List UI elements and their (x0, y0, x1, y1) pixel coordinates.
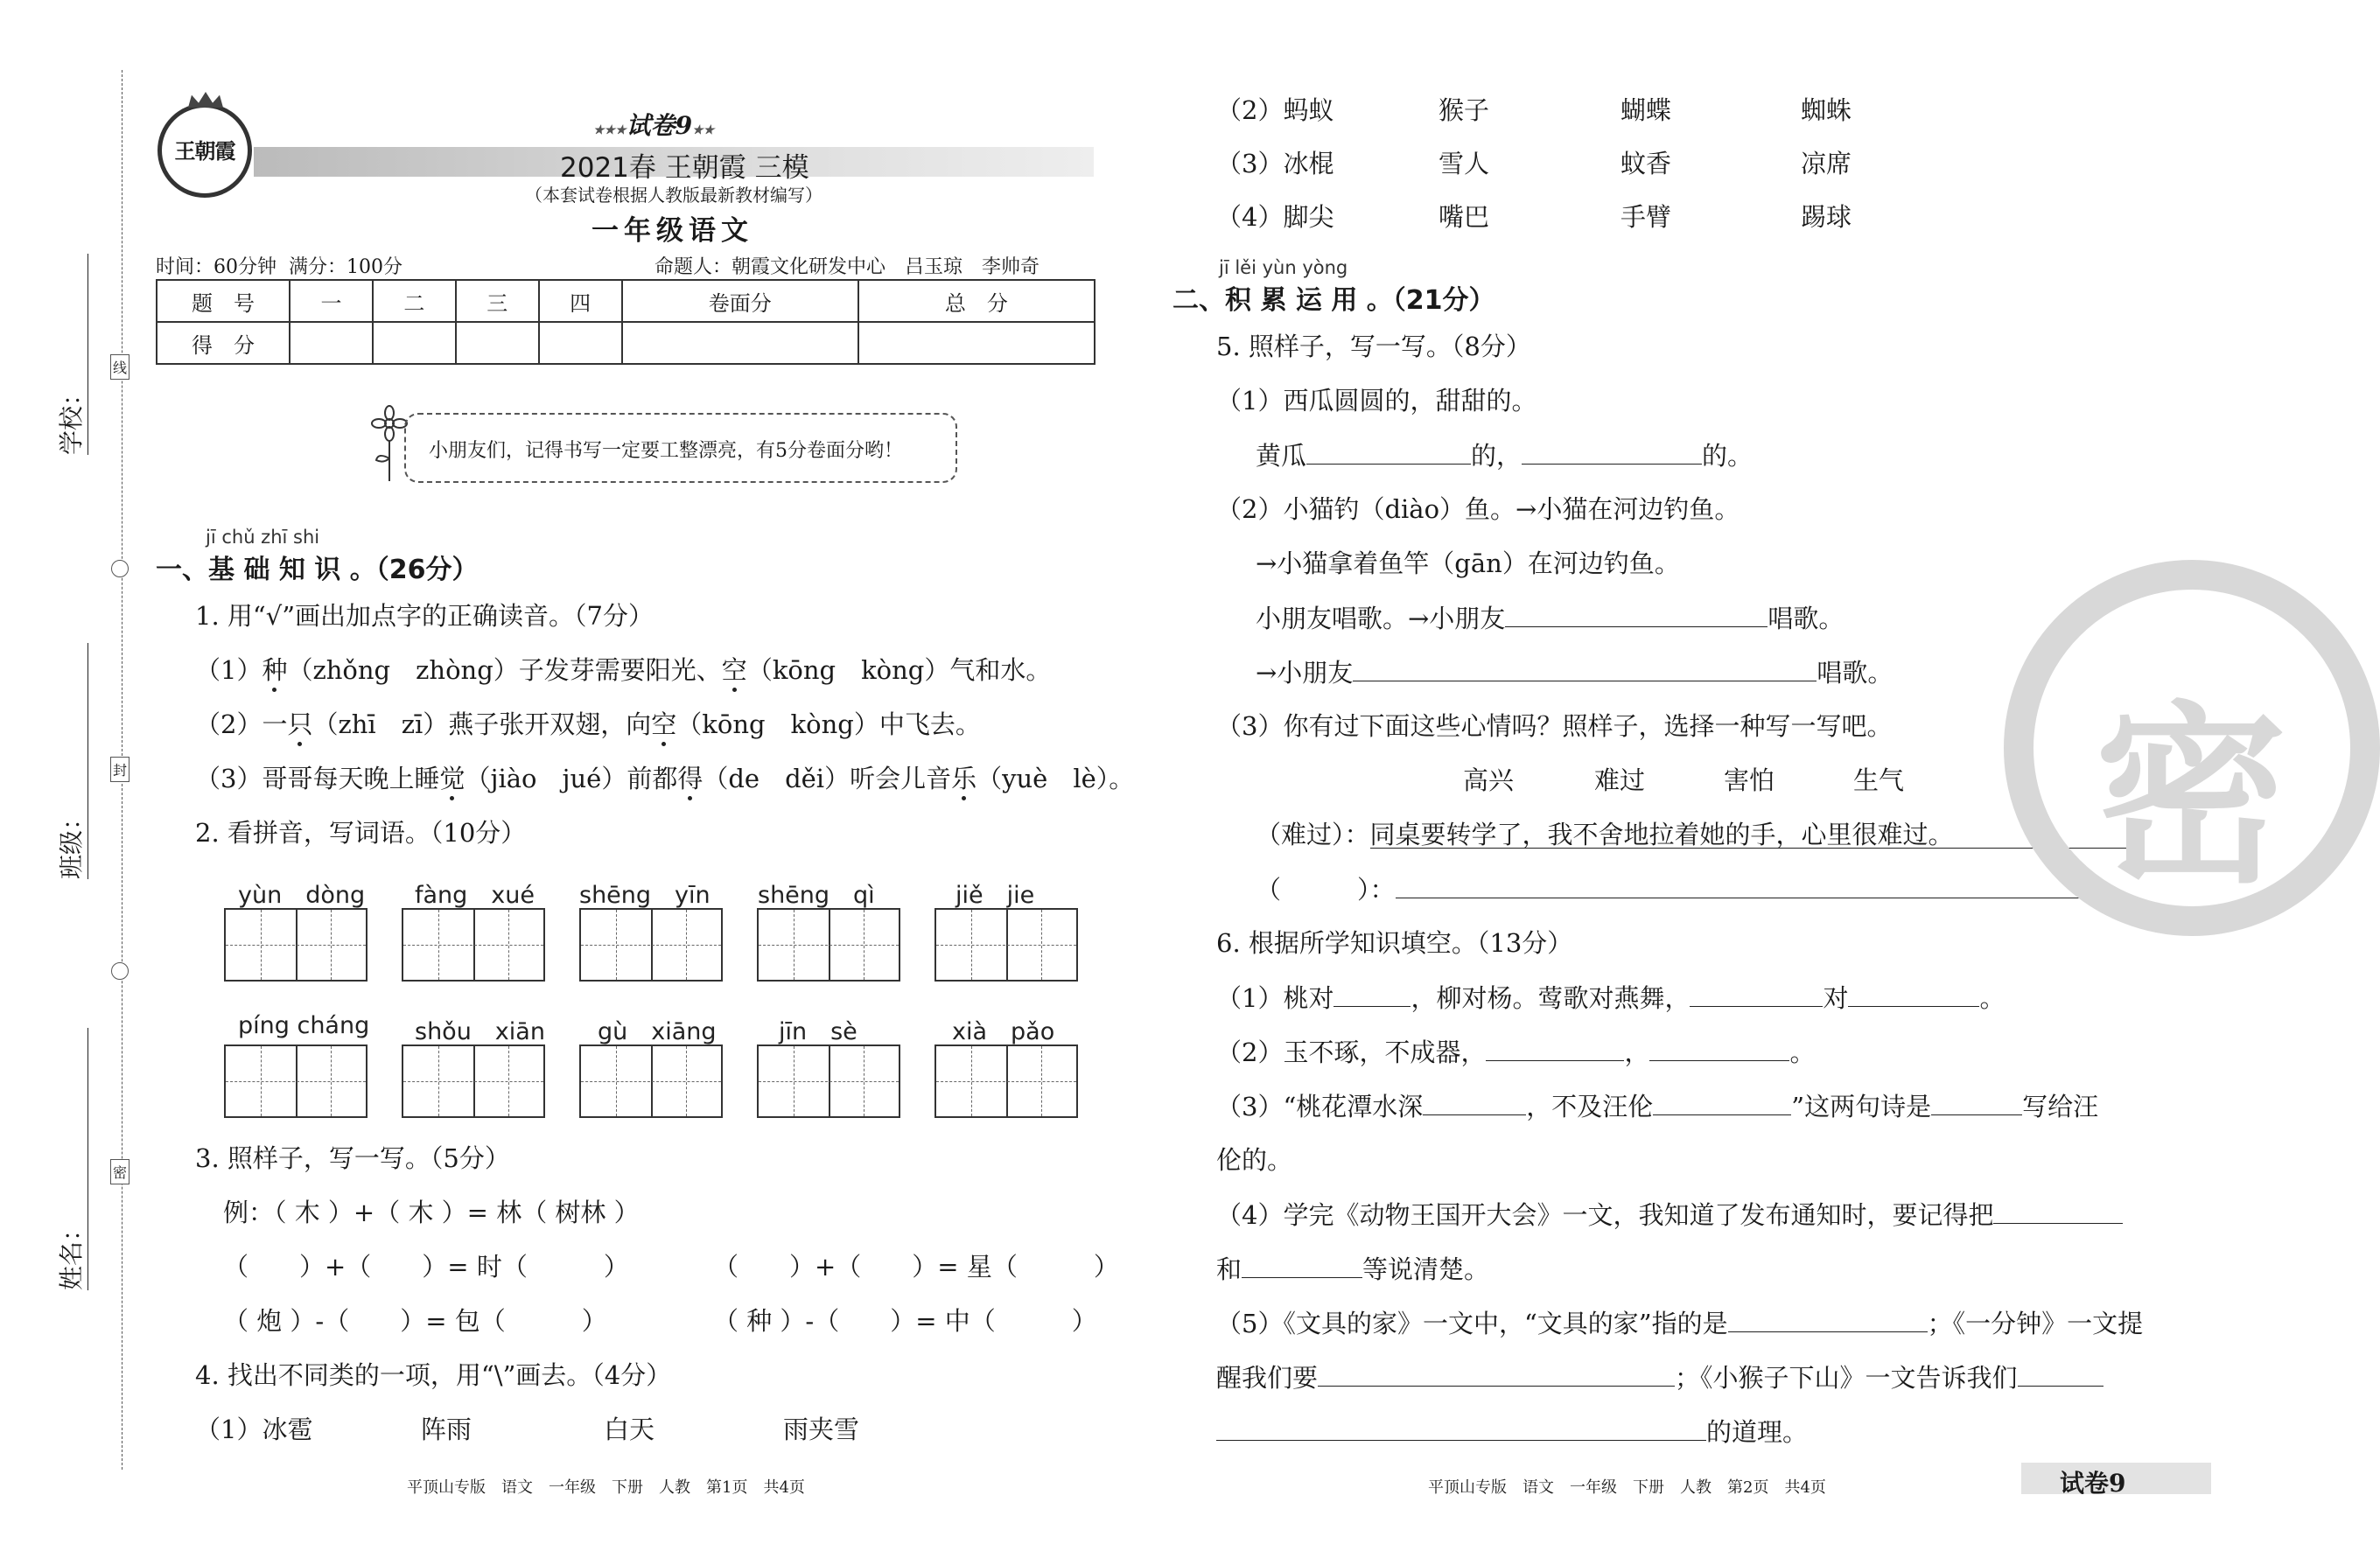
logo-badge (158, 103, 252, 198)
q5-mood: 生气 (1853, 765, 1905, 795)
class-label: 班级： (57, 805, 86, 879)
answer-blank[interactable] (1653, 1093, 1791, 1115)
q5-s2: （2）小猫钓（diào）鱼。→小猫在河边钓鱼。 (1216, 494, 1740, 524)
answer-blank[interactable] (1423, 1093, 1526, 1115)
answer-blank[interactable] (1728, 1310, 1928, 1332)
line-mark-xian: 线 (110, 354, 130, 380)
hole-icon (111, 962, 129, 980)
footer-left: 平顶山专版 语文 一年级 下册 人教 第1页 共4页 (407, 1478, 805, 1497)
score-cell: 题 号 (157, 280, 290, 322)
answer-blank[interactable] (2018, 1365, 2104, 1387)
writing-grid[interactable] (402, 1044, 545, 1118)
q3-example: 例：（ 木 ）+（ 木 ）= 林（ 树林 ） (223, 1198, 640, 1227)
answer-blank[interactable] (1649, 1039, 1789, 1061)
q1-stem: 1. 用“√”画出加点字的正确读音。（7分） (195, 601, 654, 631)
exam-full-score: 满分：100分 (289, 256, 402, 278)
score-cell: 四 (539, 280, 622, 322)
score-cell: 得 分 (157, 322, 290, 364)
score-input[interactable] (456, 322, 539, 364)
answer-blank[interactable] (1931, 1093, 2022, 1115)
score-table (156, 279, 1096, 365)
answer-blank[interactable] (1242, 1256, 1362, 1278)
q5-s2e: →小朋友 唱歌。 (1256, 658, 1894, 688)
line-mark-feng: 封 (110, 757, 130, 782)
exam-time: 时间：60分钟 (156, 256, 276, 278)
q4-item[interactable]: 手臂 (1620, 202, 1672, 232)
score-input[interactable] (290, 322, 373, 364)
notice-text: 小朋友们，记得书写一定要工整漂亮，有5分卷面分哟！ (429, 440, 903, 462)
score-input[interactable] (858, 322, 1095, 364)
section1-pinyin: jī chǔ zhī shi (206, 527, 320, 548)
section2-title: 二、积 累 运 用 。（21分） (1172, 285, 1495, 316)
score-cell: 总 分 (858, 280, 1095, 322)
writing-grid[interactable] (579, 1044, 723, 1118)
q4-item[interactable]: 阵雨 (421, 1415, 472, 1444)
q6-stem: 6. 根据所学知识填空。（13分） (1216, 928, 1573, 958)
q4-row3 (1216, 149, 1852, 178)
footer-right: 平顶山专版 语文 一年级 下册 人教 第2页 共4页 (1428, 1478, 1826, 1497)
writing-grid[interactable] (402, 908, 545, 982)
logo-text: 王朝霞 (174, 138, 235, 164)
q4-stem: 4. 找出不同类的一项，用“\”画去。（4分） (195, 1360, 672, 1390)
q4-item[interactable]: 嘴巴 (1438, 202, 1490, 232)
writing-grid[interactable] (579, 908, 723, 982)
q6-p1: （1）桃对 ，柳对杨。莺歌对燕舞， 对 。 (1216, 983, 2006, 1013)
answer-blank[interactable] (1486, 1039, 1624, 1061)
q4-item[interactable]: 猴子 (1438, 95, 1490, 125)
writing-grid[interactable] (934, 1044, 1078, 1118)
q3-line2b: （ 种 ）-（ ）= 中（ ） (713, 1306, 1097, 1336)
q2-pinyin: gù xiāng (598, 1018, 717, 1045)
q4-item[interactable]: （2）蚂蚁 (1216, 95, 1334, 125)
answer-blank[interactable] (1993, 1202, 2123, 1224)
q1-line1: （1）种（zhǒng zhòng）子发芽需要阳光、空（kōng kòng）气和水。 (195, 655, 1052, 685)
q6-p4b: 和 等说清楚。 (1216, 1254, 1490, 1284)
q2-stem: 2. 看拼音，写词语。（10分） (195, 818, 527, 848)
exam-title: 2021春 王朝霞 三模 (560, 152, 809, 184)
score-input[interactable] (539, 322, 622, 364)
hole-icon (111, 560, 129, 577)
q4-item[interactable]: 雪人 (1438, 149, 1490, 178)
answer-blank[interactable] (1505, 605, 1768, 627)
q4-item[interactable]: 蚊香 (1620, 149, 1672, 178)
q5-mood: 害怕 (1724, 765, 1775, 795)
q4-item[interactable]: 踢球 (1801, 202, 1852, 232)
score-cell: 卷面分 (622, 280, 858, 322)
writing-grid[interactable] (224, 908, 368, 982)
q5-s1-answer: 黄瓜 的， 的。 (1256, 441, 1754, 471)
paper-label: ★★★试卷9★★ (593, 111, 715, 140)
score-input[interactable] (373, 322, 456, 364)
q4-item[interactable]: （4）脚尖 (1216, 202, 1334, 232)
exam-subject: 一年级语文 (592, 215, 753, 247)
q6-p5c: 醒我们要 ；《小猴子下山》一文告诉我们 (1216, 1365, 2104, 1391)
q5-mood: 难过 (1594, 765, 1646, 795)
writing-grid[interactable] (224, 1044, 368, 1118)
q6-p5: （5）《文具的家》一文中，“文具的家”指的是 ；《一分钟》一文提 (1216, 1309, 2144, 1338)
section1-title: 一、基 础 知 识 。（26分） (156, 555, 479, 585)
q4-item[interactable]: 雨夹雪 (783, 1415, 860, 1444)
answer-blank[interactable] (1396, 877, 2139, 898)
q3-stem: 3. 照样子，写一写。（5分） (195, 1143, 510, 1173)
q4-item[interactable]: 凉席 (1801, 149, 1852, 178)
q4-item[interactable]: 蜘蛛 (1801, 95, 1852, 125)
q2-pinyin: yùn dòng (238, 882, 366, 909)
q2-pinyin: píng cháng (238, 1012, 370, 1039)
answer-blank[interactable] (1848, 985, 1979, 1007)
q4-item[interactable]: （1）冰雹 (195, 1415, 313, 1444)
q2-pinyin: shēng yīn (579, 882, 710, 909)
q5-s2b: →小猫拿着鱼竿（gān）在河边钓鱼。 (1256, 548, 1680, 578)
footer-tag: 试卷9 (2060, 1469, 2126, 1498)
q5-s3: （3）你有过下面这些心情吗？照样子，选择一种写一写吧。 (1216, 711, 1893, 741)
q6-p2: （2）玉不琢，不成器， ， 。 (1216, 1038, 1816, 1067)
q6-p3e: 伦的。 (1216, 1145, 1293, 1175)
answer-blank[interactable] (1334, 985, 1410, 1007)
school-label: 学校： (57, 381, 86, 455)
q6-p5e: 的道理。 (1216, 1419, 1808, 1445)
q2-pinyin: jīn sè (779, 1018, 858, 1045)
secret-stamp: 密 (2004, 560, 2380, 936)
answer-blank[interactable] (1522, 443, 1702, 465)
score-input[interactable] (622, 322, 858, 364)
score-cell: 三 (456, 280, 539, 322)
line-mark-mi: 密 (110, 1159, 130, 1184)
q2-pinyin: jiě jie (956, 882, 1035, 909)
score-cell: 二 (373, 280, 456, 322)
q1-line2: （2）一只（zhī zī）燕子张开双翅，向空（kōng kòng）中飞去。 (195, 709, 981, 739)
logo-crown-icon (188, 92, 223, 108)
q5-stem: 5. 照样子，写一写。（8分） (1216, 332, 1531, 361)
writing-grid[interactable] (757, 1044, 900, 1118)
q6-p3: （3）“桃花潭水深 ，不及汪伦 ”这两句诗是 写给汪 (1216, 1092, 2099, 1121)
q5-s2c: 小朋友唱歌。→小朋友 唱歌。 (1256, 604, 1844, 633)
q5-s3-example: （难过）：同桌要转学了，我不舍地拉着她的手，心里很难过。 (1256, 822, 2134, 849)
q3-line2a: （ 炮 ）-（ ）= 包（ ） (223, 1306, 607, 1336)
q4-row4 (1216, 202, 1852, 232)
q1-line3: （3）哥哥每天晚上睡觉（jiào jué）前都得（de děi）听会儿音乐（yuè lè）。 (195, 764, 1135, 793)
q5-s3-blank: （ ）： (1256, 877, 2139, 903)
q4-item[interactable]: 白天 (604, 1415, 655, 1444)
score-table-header-row (157, 280, 1095, 322)
q6-p4: （4）学完《动物王国开大会》一文，我知道了发布通知时，要记得把 (1216, 1202, 2123, 1228)
exam-subtitle: （本套试卷根据人教版最新教材编写） (525, 185, 822, 206)
answer-blank[interactable] (1353, 660, 1816, 681)
q4-row2 (1216, 95, 1852, 125)
q5-mood: 高兴 (1463, 765, 1515, 795)
score-cell: 一 (290, 280, 373, 322)
answer-blank[interactable] (1216, 1419, 1706, 1441)
q4-item[interactable]: 蝴蝶 (1620, 95, 1672, 125)
q2-pinyin: xià pǎo (952, 1018, 1055, 1045)
q2-pinyin: shēng qì (758, 882, 875, 909)
answer-blank[interactable] (1306, 443, 1471, 465)
section2-pinyin: jī lěi yùn yòng (1219, 257, 1348, 278)
writing-grid[interactable] (757, 908, 900, 982)
q5-s1: （1）西瓜圆圆的，甜甜的。 (1216, 386, 1537, 416)
q4-item[interactable]: （3）冰棍 (1216, 149, 1334, 178)
q2-pinyin: shǒu xiān (415, 1018, 545, 1045)
q3-line1a: （ ）+（ ）= 时（ ） (223, 1252, 629, 1282)
score-table-score-row (157, 322, 1095, 364)
name-label: 姓名： (57, 1216, 86, 1290)
exam-authors: 命题人：朝霞文化研发中心 吕玉琼 李帅奇 (654, 256, 1040, 278)
q2-pinyin: fàng xué (415, 882, 536, 909)
answer-blank[interactable] (1690, 985, 1823, 1007)
writing-grid[interactable] (934, 908, 1078, 982)
q4-row1 (195, 1415, 860, 1444)
answer-blank[interactable] (1318, 1365, 1675, 1387)
q3-line1b: （ ）+（ ）= 星（ ） (713, 1252, 1119, 1282)
